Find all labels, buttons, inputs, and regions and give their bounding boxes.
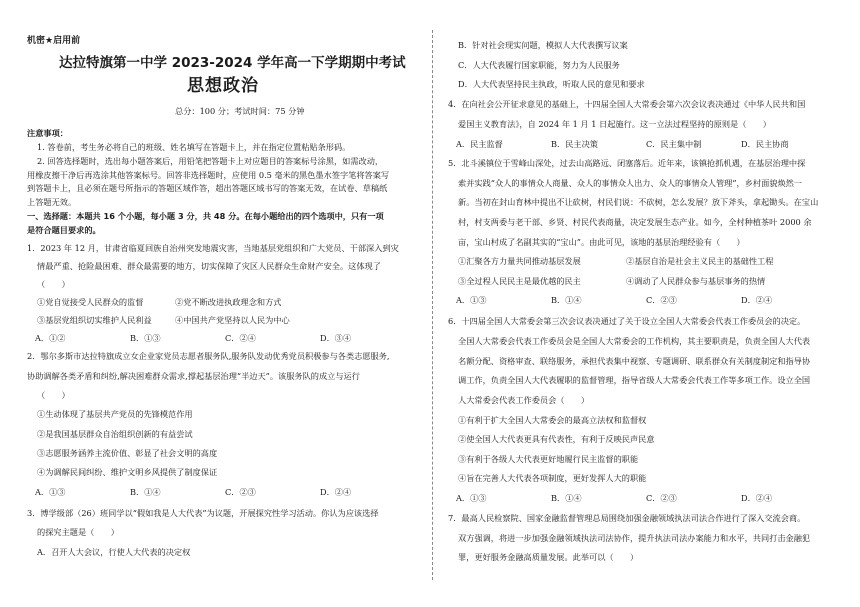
question-3-option-c[interactable]: C．人大代表履行国家职能，努力为人民服务 [458, 60, 620, 70]
option-b[interactable]: B．①③ [130, 333, 161, 343]
question-2-statement: ②是我国基层群众自治组织创新的有益尝试 [37, 429, 193, 439]
question-4-stem: 爱国主义教育法》，自 2024 年 1 月 1 日起施行。这一立法过程坚持的原则是（ ） [458, 119, 771, 129]
confidential-label: 机密★启用前 [27, 36, 81, 46]
question-5-stem: 索并实践“众人的事情众人商量、众人的事情众人出力、众人的事情众人管理”，乡村面貌焕然一 [458, 178, 803, 188]
question-4-stem: 4．在向社会公开征求意见的基础上，十四届全国人大常委会第六次会议表决通过《中华人民共和国 [448, 99, 806, 109]
question-6-stem: 人大常委会代表工作委员会（ ） [458, 395, 590, 405]
question-2-stem: 2．鄂尔多斯市达拉特旗成立女企业家党员志愿者服务队,服务队发动优秀党员积极参与各类志愿服务, [27, 351, 390, 361]
section-heading: 一、选择题：本题共 16 个小题，每小题 3 分，共 48 分。在每小题给出的四个选项中，只有一项 [27, 211, 384, 221]
option-a[interactable]: A．①③ [35, 487, 66, 497]
option-a[interactable]: A．民主监督 [456, 139, 503, 149]
question-1-statement: ③基层党组织切实维护人民利益 [37, 315, 152, 325]
question-2-statement: ①生动体现了基层共产党员的先锋模范作用 [37, 409, 193, 419]
option-a[interactable]: A．①③ [456, 493, 487, 503]
notes-heading: 注意事项： [27, 128, 68, 138]
option-c[interactable]: C．②④ [225, 333, 256, 343]
question-6-statement: ④旨在完善人大代表各项制度，更好发挥人大的职能 [458, 473, 647, 483]
question-5-statement: ②基层自治是社会主义民主的基础性工程 [626, 256, 774, 266]
question-5-options [456, 296, 836, 304]
question-3-option-d[interactable]: D．人大代表坚持民主执政，听取人民的意见和要求 [458, 79, 645, 89]
note-line: 上答题无效。 [27, 197, 77, 207]
question-5-statement: ④调动了人民群众参与基层事务的热情 [626, 276, 766, 286]
question-2-stem: 协助调解各类矛盾和纠纷,解决困难群众需求,撑起基层治理“半边天”。该服务队的成立与运行 [27, 371, 360, 381]
option-b[interactable]: B．①④ [551, 295, 582, 305]
question-1-statement: ②党不断改进执政理念和方式 [175, 297, 282, 307]
question-6-stem: 全国人大常委会代表工作委员会是全国人大常委会的工作机构，其主要职责是，负责全国人大代表 [458, 336, 811, 346]
note-line: 用橡皮擦干净后再选涂其他答案标号。回答非选择题时，应使用 0.5 毫米的黑色墨水签字笔将答案写 [27, 170, 390, 180]
exam-meta: 总分：100 分；考试时间：75 分钟 [175, 106, 305, 116]
question-1-options [35, 334, 415, 342]
question-5-statement: ③全过程人民民主是最优越的民主 [458, 276, 581, 286]
question-5-stem: 亩，宝山村成了名副其实的“宝山”。由此可见，该地的基层治理经验有（ ） [458, 237, 745, 247]
question-2-statement: ③志愿服务涵养主流价值、彰显了社会文明的高度 [37, 448, 218, 458]
question-6-stem: 调工作，负责全国人大代表履职的监督管理，指导省级人大常委会代表工作等多项工作。设立全国 [458, 375, 811, 385]
question-3-option-a[interactable]: A．召开人大会议，行使人大代表的决定权 [37, 547, 191, 557]
option-b[interactable]: B．民主决策 [551, 139, 598, 149]
question-7-stem: 罪，更好服务金融高质量发展。此举可以（ ） [458, 552, 639, 562]
note-line: 2. 回答选择题时，选出每小题答案后，用铅笔把答题卡上对应题目的答案标号涂黑，如需改动， [37, 156, 384, 166]
subject-title: 思想政治 [187, 76, 259, 96]
question-2-options [35, 488, 415, 496]
question-5-stem: 村，村支两委与老干部、乡贤、村民代表商量，决定发展生态产业。如今，全村种植茶叶 2000 余 [458, 217, 812, 227]
section-heading-cont: 是符合题目要求的。 [27, 225, 101, 235]
question-1-statement: ①党自觉接受人民群众的监督 [37, 297, 144, 307]
option-c[interactable]: C．民主集中制 [646, 139, 702, 149]
option-c[interactable]: C．②③ [646, 295, 677, 305]
question-2-statement: ④为调解民间纠纷、维护文明乡风提供了制度保证 [37, 467, 218, 477]
option-d[interactable]: D．③④ [320, 333, 352, 343]
option-b[interactable]: B．①④ [551, 493, 582, 503]
option-d[interactable]: D．民主协商 [741, 139, 789, 149]
question-5-stem: 5．北斗溪镇位于雪峰山深处，过去山高路远、闭塞落后。近年来，该镇抢抓机遇，在基层治理中探 [448, 158, 806, 168]
question-3-stem: 的探究主题是（ ） [37, 527, 119, 537]
question-6-stem: 名额分配、资格审查、联络服务，承担代表集中视察、专题调研、联系群众有关制度制定和指导协 [458, 356, 811, 366]
option-a[interactable]: A．①② [35, 333, 66, 343]
question-6-statement: ②使全国人大代表更具有代表性，有利于反映民声民意 [458, 434, 655, 444]
question-1-statement: ④中国共产党坚持以人民为中心 [175, 315, 290, 325]
note-line: 到答题卡上，且必须在题号所指示的答题区域作答，超出答题区域书写的答案无效，在试卷、草稿纸 [27, 183, 388, 193]
question-1-blank: （ ） [37, 279, 70, 289]
question-2-blank: （ ） [37, 390, 70, 400]
question-6-stem: 6．十四届全国人大常委会第三次会议表决通过了关于设立全国人大常委会代表工作委员会的决定。 [448, 316, 806, 326]
option-a[interactable]: A．①③ [456, 295, 487, 305]
exam-title: 达拉特旗第一中学 2023-2024 学年高一下学期期中考试 [59, 55, 406, 71]
question-4-options [456, 140, 836, 148]
option-d[interactable]: D．②④ [320, 487, 352, 497]
question-7-stem: 7．最高人民检察院、国家金融监督管理总局围绕加强金融领域执法司法合作进行了深入交流会商。 [448, 513, 806, 523]
column-divider [432, 30, 433, 580]
question-6-statement: ③有利于各级人大代表更好地履行民主监督的职能 [458, 454, 639, 464]
option-b[interactable]: B．①④ [130, 487, 161, 497]
question-5-stem: 新。当初在封山育林中提出不让砍树，村民们说：不砍树，怎么发展？放下斧头，拿起锄头。在宝山 [458, 197, 819, 207]
question-1-stem: 情最严重、抢险最困难、群众最需要的地方，切实保障了灾区人民群众生命财产安全。这体现了 [37, 261, 381, 271]
question-5-statement: ①汇聚各方力量共同推动基层发展 [458, 256, 581, 266]
question-3-stem: 3．博学级部（26）班同学以“假如我是人大代表”为议题，开展探究性学习活动。你认为应该选择 [27, 508, 379, 518]
option-c[interactable]: C．②③ [646, 493, 677, 503]
note-line: 1. 答卷前，考生务必将自己的班级、姓名填写在答题卡上，并在指定位置粘贴条形码。 [37, 142, 351, 152]
question-6-options [456, 494, 836, 502]
question-6-statement: ①有利于扩大全国人大常委会的最高立法权和监督权 [458, 415, 647, 425]
option-c[interactable]: C．②③ [225, 487, 256, 497]
question-1-stem: 1．2023 年 12 月，甘肃省临夏回族自治州突发地震灾害，当地基层党组织和广大党员、干部深入到灾 [27, 243, 399, 253]
question-3-option-b[interactable]: B．针对社会现实问题，模拟人大代表撰写议案 [458, 40, 628, 50]
option-d[interactable]: D．②④ [741, 295, 773, 305]
option-d[interactable]: D．②④ [741, 493, 773, 503]
question-7-stem: 双方强调，将进一步加强金融领域执法司法协作，提升执法司法办案能力和水平，共同打击金融犯 [458, 533, 811, 543]
